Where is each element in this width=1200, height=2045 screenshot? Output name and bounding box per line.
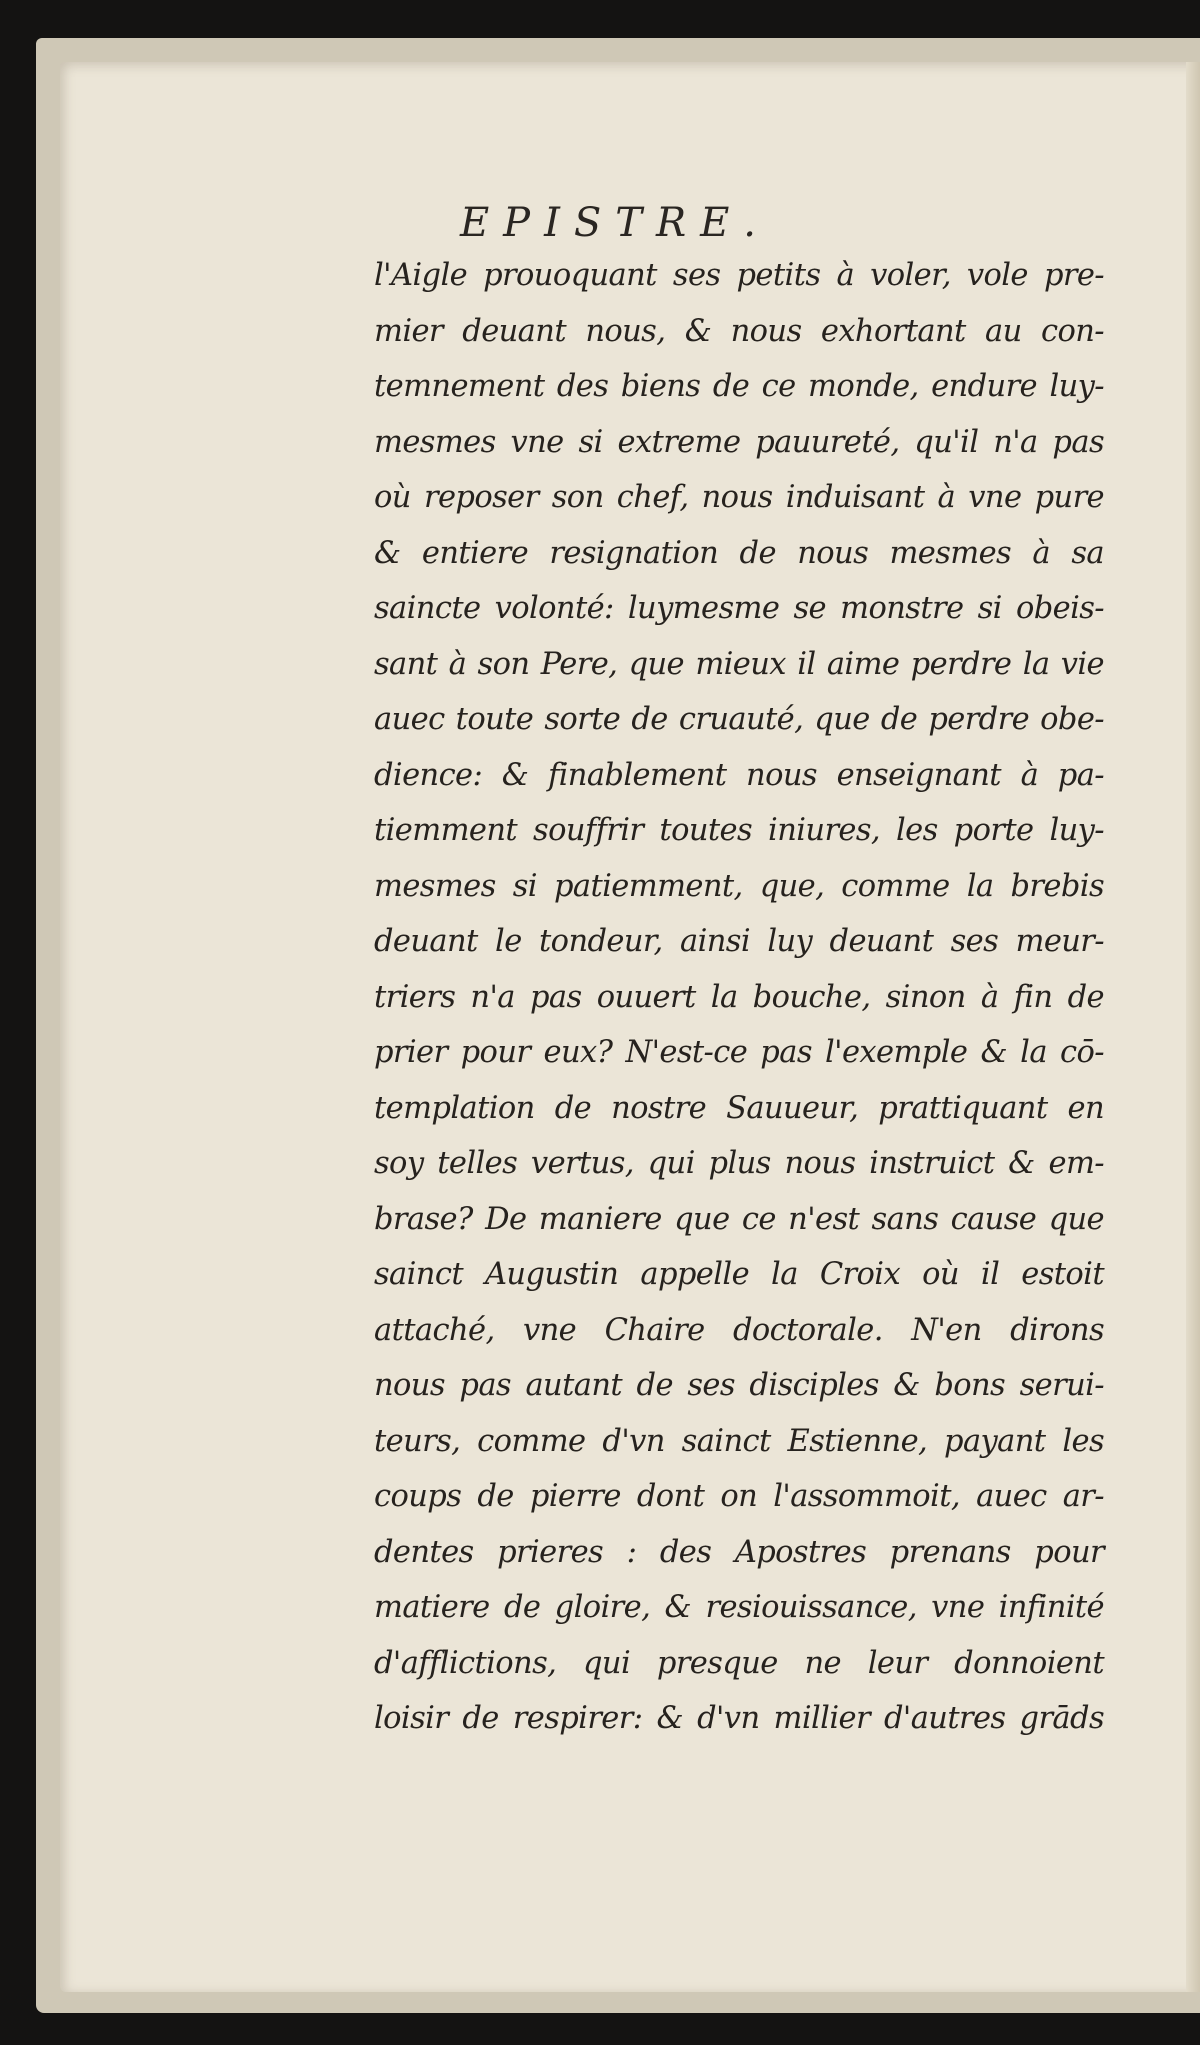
text-line: dience: & finablement nous enseignant à pa- (374, 757, 1104, 793)
text-line: d'afflictions, qui presque ne leur donnoient (374, 1645, 1104, 1681)
text-line: loisir de respirer: & d'vn millier d'autres grāds (374, 1701, 1104, 1736)
text-line: nous pas autant de ses disciples & bons serui- (374, 1368, 1104, 1403)
text-line: soy telles vertus, qui plus nous instruict & em- (374, 1146, 1104, 1181)
text-line: matiere de gloire, & resiouissance, vne infinité (374, 1590, 1104, 1625)
text-line: mier deuant nous, & nous exhortant au con- (374, 313, 1104, 349)
text-line: mesmes si patiemment, que, comme la brebis (374, 868, 1104, 904)
text-line: auec toute sorte de cruauté, que de perdre obe- (374, 702, 1104, 737)
text-line: & entiere resignation de nous mesmes à sa (374, 535, 1104, 571)
text-line: l'Aigle prouoquant ses petits à voler, vole pre- (374, 258, 1104, 293)
text-line: sant à son Pere, que mieux il aime perdre la vie (374, 646, 1104, 682)
text-line: mesmes vne si extreme pauureté, qu'il n'a pas (374, 424, 1104, 460)
text-line: tiemment souffrir toutes iniures, les porte luy- (374, 813, 1104, 848)
text-line: sainct Augustin appelle la Croix où il estoit (374, 1257, 1104, 1292)
text-line: brase? De maniere que ce n'est sans cause que (374, 1201, 1104, 1237)
text-line: coups de pierre dont on l'assommoit, auec ar- (374, 1479, 1104, 1514)
text-line: saincte volonté: luymesme se monstre si obeis- (374, 591, 1104, 626)
text-line: dentes prieres : des Apostres prenans pour (374, 1534, 1104, 1570)
text-line: où reposer son chef, nous induisant à vne pure (374, 480, 1104, 515)
text-line: templation de nostre Sauueur, prattiquant en (374, 1090, 1104, 1126)
text-line: triers n'a pas ouuert la bouche, sinon à fin de (374, 979, 1104, 1015)
page-gutter (1186, 62, 1200, 1992)
running-head: EPISTRE. (459, 200, 771, 246)
text-line: deuant le tondeur, ainsi luy deuant ses meur- (374, 924, 1104, 959)
body-text (374, 248, 1104, 1747)
text-line: attaché, vne Chaire doctorale. N'en dirons (374, 1312, 1104, 1348)
text-line: teurs, comme d'vn sainct Estienne, payant les (374, 1423, 1104, 1459)
text-line: temnement des biens de ce monde, endure luy- (374, 369, 1104, 404)
text-line: prier pour eux? N'est-ce pas l'exemple & la cō- (374, 1035, 1104, 1070)
